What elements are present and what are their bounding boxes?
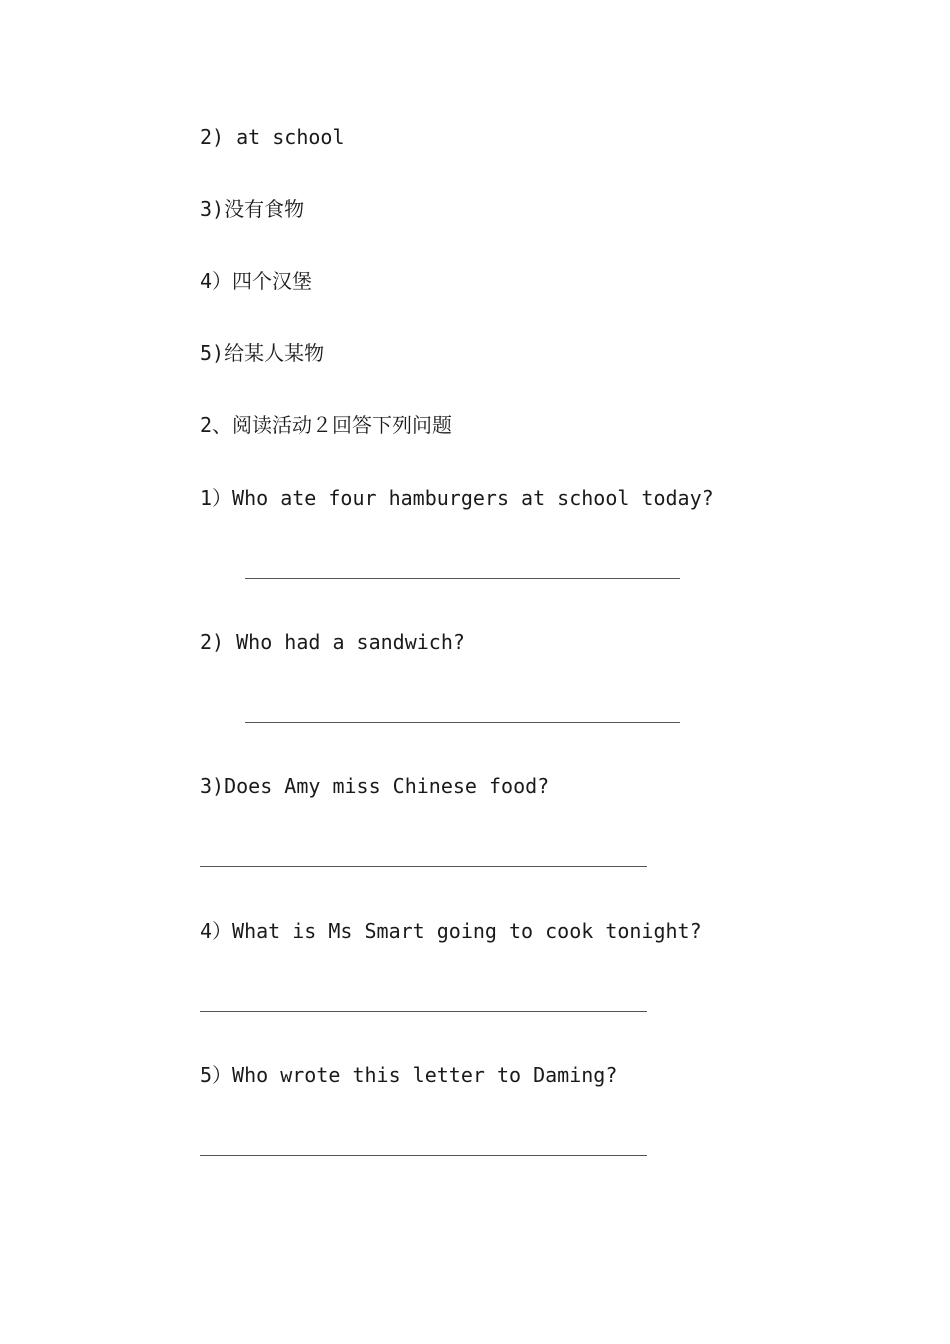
- vocab-item-4: 4）四个汉堡: [200, 269, 313, 293]
- section-heading: 2、阅读活动２回答下列问题: [200, 413, 453, 437]
- answer-line-1[interactable]: [245, 578, 680, 579]
- vocab-item-3: 3)没有食物: [200, 197, 305, 221]
- vocab-item-5: 5)给某人某物: [200, 341, 325, 365]
- question-5: 5）Who wrote this letter to Daming?: [200, 1063, 618, 1087]
- question-2: 2) Who had a sandwich?: [200, 630, 465, 654]
- answer-line-3[interactable]: [200, 866, 647, 867]
- vocab-item-2: 2) at school: [200, 125, 345, 149]
- question-4: 4）What is Ms Smart going to cook tonight?: [200, 919, 702, 943]
- question-3: 3)Does Amy miss Chinese food?: [200, 774, 550, 798]
- answer-line-4[interactable]: [200, 1011, 647, 1012]
- answer-line-2[interactable]: [245, 722, 680, 723]
- answer-line-5[interactable]: [200, 1155, 647, 1156]
- question-1: 1）Who ate four hamburgers at school today?: [200, 486, 714, 510]
